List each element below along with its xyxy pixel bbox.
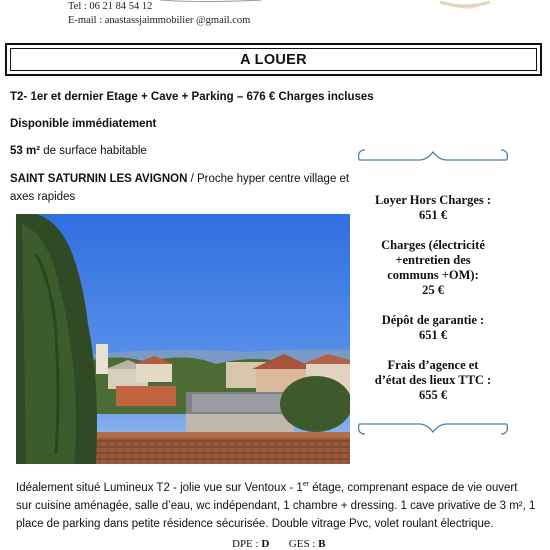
charges-label-line1: Charges (électricité: [381, 238, 485, 252]
email-address: E-mail : anastassjaimmobilier @gmail.com: [68, 15, 251, 26]
charges-label-line3: communs +OM):: [387, 268, 479, 282]
deposit-value: 651 €: [418, 328, 448, 342]
fees-label-line2: d’état des lieux TTC :: [374, 373, 492, 387]
property-description: [16, 476, 536, 533]
dpe-label: DPE :: [232, 538, 262, 550]
fees-value: 655 €: [418, 388, 448, 402]
charges-value: 25 €: [422, 283, 444, 297]
dpe-value: D: [261, 538, 270, 550]
title-banner: [5, 43, 542, 76]
location-line: [10, 170, 355, 206]
charges-label-line2: +entretien des: [395, 253, 471, 267]
surface-text: de surface habitable: [40, 145, 147, 157]
surface-value: 53 m²: [10, 145, 41, 157]
surface-line: [10, 143, 147, 159]
ges-label: GES :: [288, 538, 319, 550]
property-photo: [16, 214, 350, 464]
fees-label-line1: Frais d’agence et: [387, 358, 479, 372]
energy-ratings: [232, 538, 325, 550]
deposit-label: Dépôt de garantie :: [381, 313, 485, 327]
rent-label: Loyer Hors Charges :: [374, 193, 492, 207]
description-superscript: er: [302, 481, 310, 488]
description-part2: étage, comprenant espace de vie ouvert sur cuisine aménagée, salle d’eau, wc indépendant, 1 chambre + dressing. 1 cave privative de 3 m², 1 place de parking dans petite résidence sécurisée. Double vitrage Pvc, volet roulant électrique.: [16, 481, 536, 530]
city-description: / Proche hyper centre village et axes rapides: [10, 173, 350, 203]
banner-title: A LOUER: [10, 48, 537, 71]
pricing-box: [357, 148, 509, 438]
description-part1: Idéalement situé Lumineux T2 - jolie vue sur Ventoux - 1: [16, 481, 303, 494]
city-name: SAINT SATURNIN LES AVIGNON: [10, 173, 188, 185]
availability-text: Disponible immédiatement: [10, 118, 157, 130]
phone-number: Tel : 06 21 84 54 12: [68, 1, 153, 12]
rent-value: 651 €: [418, 208, 448, 222]
ges-value: B: [318, 538, 326, 550]
header-decoration-icon: [0, 0, 550, 14]
listing-headline: T2- 1er et dernier Etage + Cave + Parking – 676 € Charges incluses: [10, 91, 374, 103]
